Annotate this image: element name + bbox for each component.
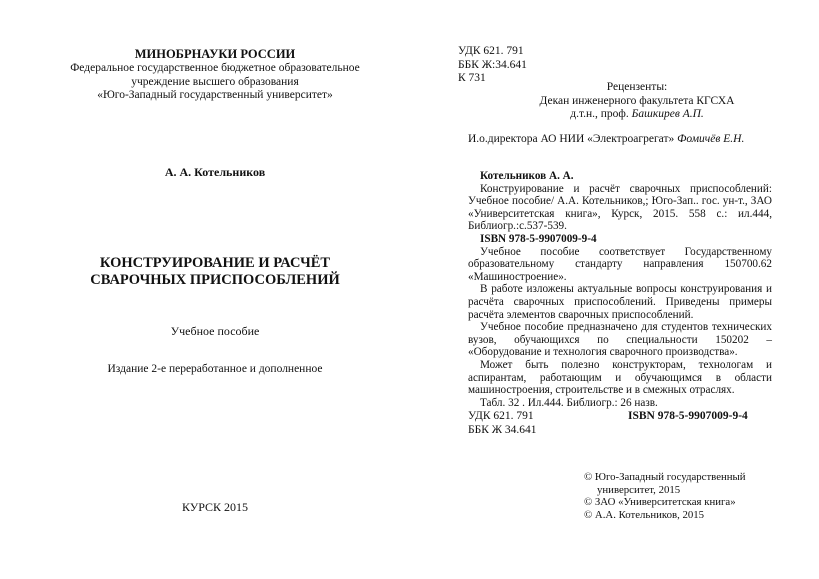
reviewers-block	[510, 81, 764, 122]
publication-kind: Учебное пособие	[170, 324, 260, 338]
institution-line: Федеральное государственное бюджетное образовательное	[70, 62, 360, 74]
author-mark: К 731	[458, 72, 486, 84]
right-page	[430, 0, 819, 579]
bbk-code: ББК Ж:34.641	[458, 58, 527, 71]
copyright-line: университет, 2015	[597, 483, 681, 496]
copyright-block	[584, 471, 746, 521]
abstract-paragraph: Табл. 32 . Ил.444. Библиогр.: 26 назв.	[480, 396, 658, 409]
copyright-line: © А.А. Котельников, 2015	[584, 508, 705, 521]
abstract-block	[468, 170, 772, 409]
copyright-line: © ЗАО «Университетская книга»	[584, 496, 736, 509]
abstract-paragraph: Учебное пособие соответствует Государственному образовательному стандарту направления 150700.62 «Машиностроение».	[468, 245, 772, 283]
reviewer1-name: Башкирев А.П.	[631, 108, 704, 120]
bibliographic-record: Конструирование и расчёт сварочных приспособлений: Учебное пособие/ А.А. Котельников,; Юго-Зап.. гос. ун-т., ЗАО «Университетская книга», Курск, 2015. 558 с.: ил.444, Библиогр.:с.537-539.	[468, 182, 772, 233]
classification-codes	[458, 45, 527, 86]
bottom-isbn: ISBN 978-5-9907009-9-4	[628, 410, 748, 422]
reviewers-heading: Рецензенты:	[606, 81, 668, 93]
title-line: КОНСТРУИРОВАНИЕ И РАСЧЁТ	[99, 255, 331, 271]
copyright-line: © Юго-Западный государственный	[584, 471, 746, 483]
institution-line: учреждение высшего образования	[131, 75, 299, 88]
abstract-paragraph: Учебное пособие предназначено для студентов технических вузов, обучающихся по специальности 150202 – «Оборудование и технология сварочного производства».	[468, 321, 772, 359]
bottom-codes	[468, 410, 537, 437]
abstract-paragraph: Может быть полезно конструкторам, технологам и аспирантам, работающим и обучающимся в области машиностроения, строительстве и в смежных отраслях.	[468, 358, 772, 397]
abstract-author: Котельников А. А.	[480, 170, 574, 182]
city-year: КУРСК 2015	[181, 500, 249, 514]
reviewer2-line	[468, 133, 744, 147]
bottom-udk: УДК 621. 791	[468, 410, 534, 422]
institution-block	[0, 62, 430, 103]
reviewer1-degree	[510, 108, 764, 122]
book-title	[0, 255, 430, 289]
abstract-paragraph: В работе изложены актуальные вопросы конструирования и расчёта сварочных приспособлений. Приведены примеры расчёта элементов сварочных приспособлений.	[468, 283, 772, 321]
reviewer1-position: Декан инженерного факультета КГСХА	[539, 94, 735, 107]
title-line: СВАРОЧНЫХ ПРИСПОСОБЛЕНИЙ	[90, 272, 340, 288]
institution-line: «Юго-Западный государственный университет»	[97, 89, 333, 101]
udk-code: УДК 621. 791	[458, 45, 524, 57]
reviewer2-position: И.о.директора АО НИИ «Электроагрегат»	[468, 133, 675, 145]
ministry-heading: МИНОБРНАУКИ РОССИИ	[134, 47, 296, 61]
edition-note: Издание 2-е переработанное и дополненное	[107, 363, 323, 375]
bottom-bbk: ББК Ж 34.641	[468, 423, 537, 436]
isbn-line: ISBN 978-5-9907009-9-4	[480, 232, 597, 245]
reviewer1-prefix: д.т.н., проф.	[570, 108, 629, 120]
reviewer2-name: Фомичёв Е.Н.	[677, 133, 745, 145]
author-name: А. А. Котельников	[164, 165, 266, 179]
